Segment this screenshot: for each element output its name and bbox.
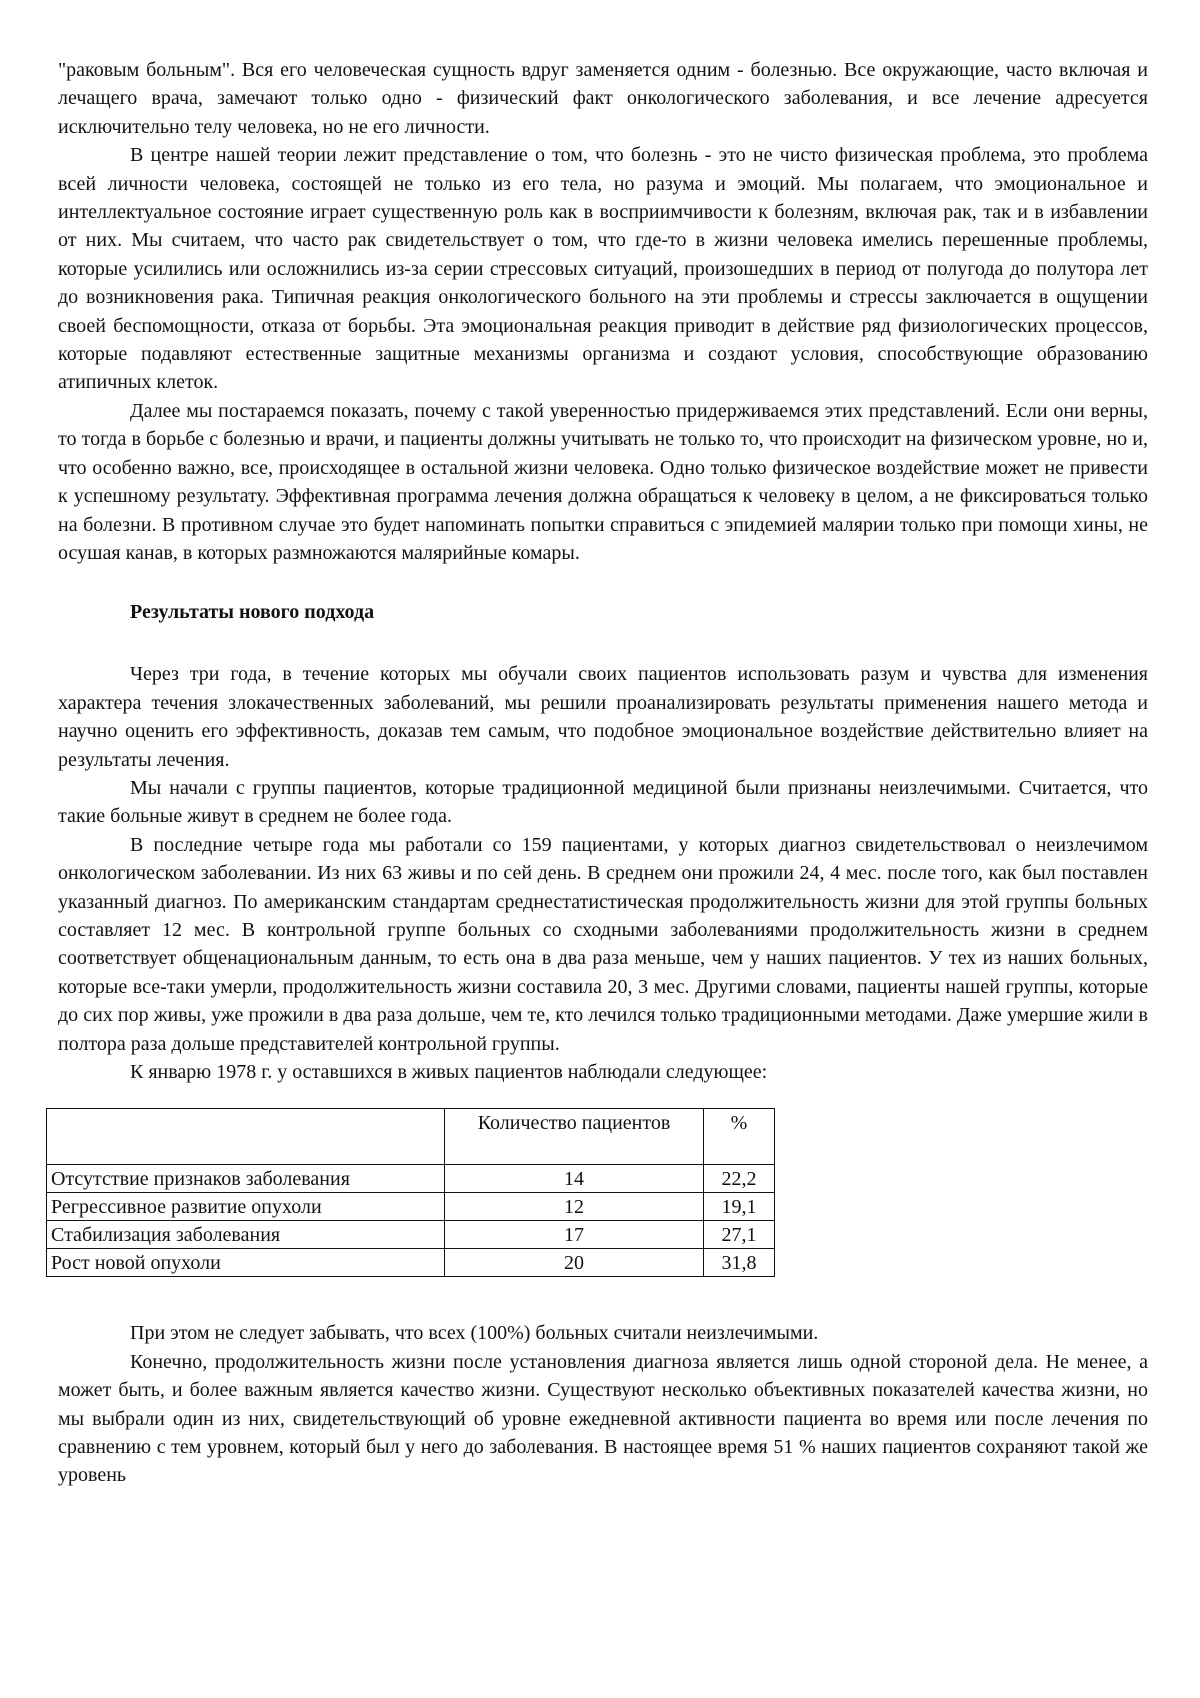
paragraph-patient-group: Мы начали с группы пациентов, которые традиционной медициной были признаны неизлечимыми. Считается, что такие больные живут в среднем не более года. <box>58 776 1148 828</box>
table-cell: Отсутствие признаков заболевания <box>47 1165 445 1193</box>
table-row <box>47 1193 775 1221</box>
table-cell: Регрессивное развитие опухоли <box>47 1193 445 1221</box>
table-cell: Стабилизация заболевания <box>47 1221 445 1249</box>
paragraph-note: При этом не следует забывать, что всех (100%) больных считали неизлечимыми. <box>130 1322 819 1345</box>
table-row <box>47 1221 775 1249</box>
paragraph-statistics: В последние четыре года мы работали со 159 пациентами, у которых диагноз свидетельствовал о неизлечимом онкологическом заболевании. Из них 63 живы и по сей день. В среднем они прожили 24, 4 мес. после того, как был поставлен указанный диагноз. По американским стандартам среднестатистическая продолжительность жизни для этой группы больных составляет 12 мес. В контрольной группе больных со сходными заболеваниями продолжительность жизни в среднем соответствует общенациональным данным, то есть она в два раза меньше, чем у наших пациентов. У тех из наших больных, которые все-таки умерли, продолжительность жизни составила 20, 3 мес. Другими словами, пациенты нашей группы, которые до сих пор живы, уже прожили в два раза дольше, чем те, кто лечился только традиционными методами. Даже умершие жили в полтора раза дольше представителей контрольной группы. <box>58 833 1148 1055</box>
paragraph-argument: Далее мы постараемся показать, почему с такой уверенностью придерживаемся этих представлений. Если они верны, то тогда в борьбе с болезнью и врачи, и пациенты должны учитывать не только то, что происходит на физическом уровне, но и, что особенно важно, все, происходящее в остальной жизни человека. Одно только физическое воздействие может не привести к успешному результату. Эффективная программа лечения должна обращаться к человеку в целом, а не фиксироваться только на болезни. В противном случае это будет напоминать попытки справиться с эпидемией малярии только при помощи хины, не осушая канав, в которых размножаются малярийные комары. <box>58 399 1148 564</box>
paragraph-continuation: "раковым больным". Вся его человеческая сущность вдруг заменяется одним - болезнью. Все окружающие, часто включая и лечащего врача, замечают только одно - физический факт онкологического заболевания, и все лечение адресуется исключительно телу человека, но не его личности. <box>58 59 1148 138</box>
results-table <box>46 1108 775 1277</box>
table-header-cell <box>47 1109 445 1165</box>
table-cell: 17 <box>445 1221 704 1249</box>
table-header-cell: Количество пациентов <box>445 1109 704 1165</box>
table-cell: 31,8 <box>704 1249 775 1277</box>
table-cell: 22,2 <box>704 1165 775 1193</box>
table-cell: Рост новой опухоли <box>47 1249 445 1277</box>
table-row <box>47 1165 775 1193</box>
table-header-row <box>47 1109 775 1165</box>
paragraph-quality-of-life: Конечно, продолжительность жизни после установления диагноза является лишь одной стороной дела. Не менее, а может быть, и более важным является качество жизни. Существуют несколько объективных показателей качества жизни, но мы выбрали один из них, свидетельствующий об уровне ежедневной активности пациента во время или после лечения по сравнению с тем уровнем, который был у него до заболевания. В настоящее время 51 % наших пациентов сохраняют такой же уровень <box>58 1350 1148 1487</box>
table-cell: 27,1 <box>704 1221 775 1249</box>
table-cell: 20 <box>445 1249 704 1277</box>
table-cell: 19,1 <box>704 1193 775 1221</box>
document-page <box>51 56 1148 1490</box>
table-row <box>47 1249 775 1277</box>
section-heading: Результаты нового подхода <box>130 601 375 624</box>
table-cell: 14 <box>445 1165 704 1193</box>
table-header-cell: % <box>704 1109 775 1165</box>
table-cell: 12 <box>445 1193 704 1221</box>
paragraph-results-intro: Через три года, в течение которых мы обучали своих пациентов использовать разум и чувства для изменения характера течения злокачественных заболеваний, мы решили проанализировать результаты применения нашего метода и научно оценить его эффективность, доказав тем самым, что подобное эмоциональное воздействие действительно влияет на результаты лечения. <box>58 663 1148 771</box>
paragraph-table-intro: К январю 1978 г. у оставшихся в живых пациентов наблюдали следующее: <box>130 1061 768 1083</box>
paragraph-theory: В центре нашей теории лежит представление о том, что болезнь - это не чисто физическая проблема, это проблема всей личности человека, состоящей не только из его тела, но разума и эмоций. Мы полагаем, что эмоциональное и интеллектуальное состояние играет существенную роль как в восприимчивости к болезням, включая рак, так и в избавлении от них. Мы считаем, что часто рак свидетельствует о том, что где-то в жизни человека имелись перешенные проблемы, которые усилились или осложнились из-за серии стрессовых ситуаций, произошедших в период от полугода до полутора лет до возникновения рака. Типичная реакция онкологического больного на эти проблемы и стрессы заключается в ощущении своей беспомощности, отказа от борьбы. Эта эмоциональная реакция приводит в действие ряд физиологических процессов, которые подавляют естественные защитные механизмы организма и создают условия, способствующие образованию атипичных клеток. <box>58 144 1148 394</box>
